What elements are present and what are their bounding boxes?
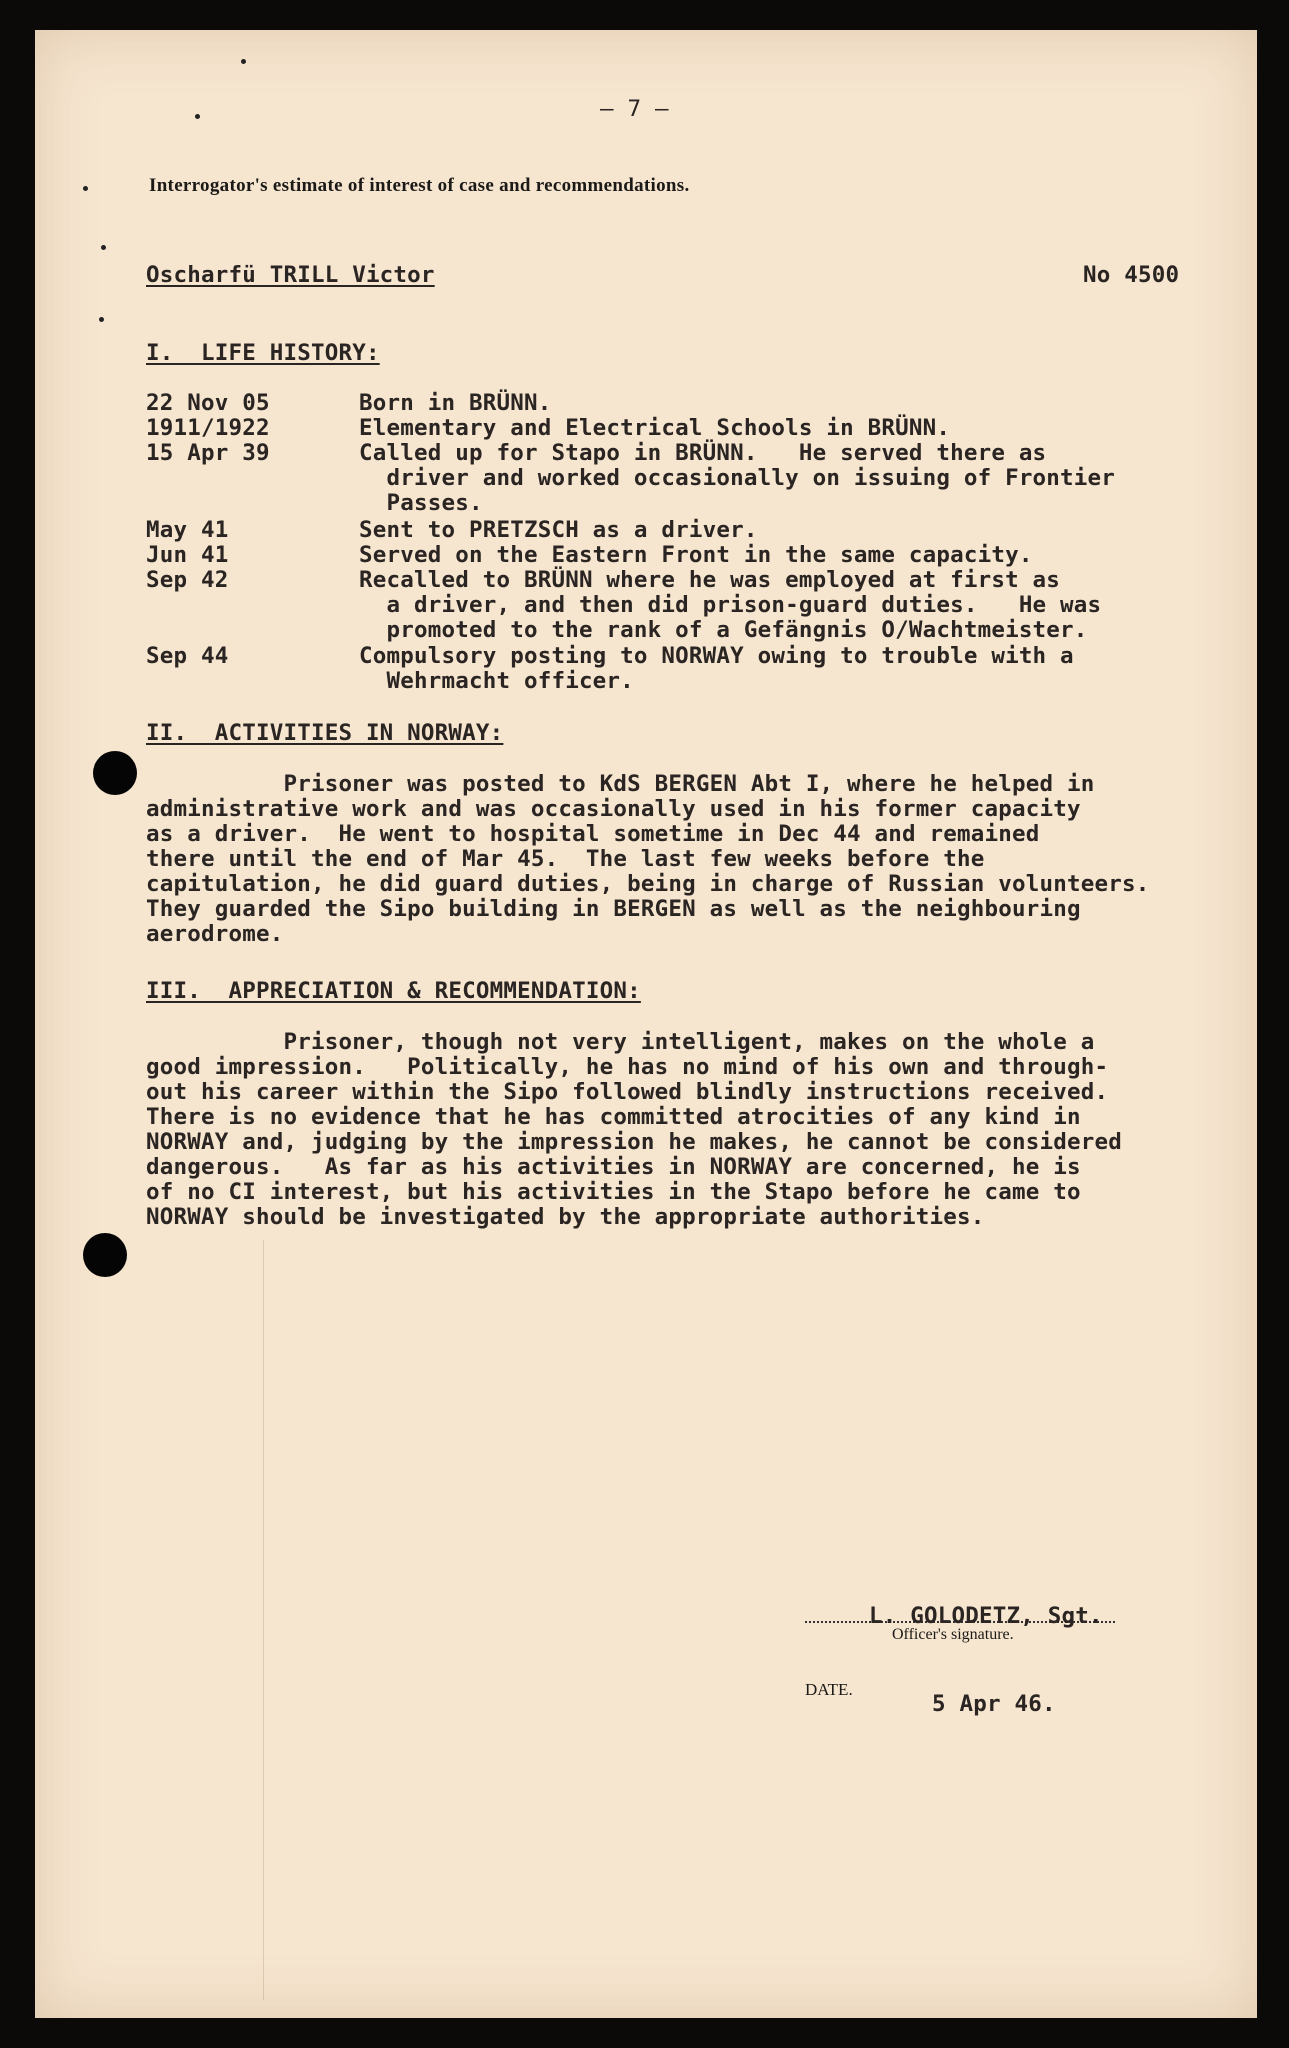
date-label: DATE. bbox=[805, 1680, 853, 1699]
punch-hole-top bbox=[93, 751, 137, 795]
life-history-event: a driver, and then did prison-guard duties. He was bbox=[359, 592, 1102, 618]
life-history-date: Jun 41 bbox=[146, 542, 229, 568]
date-value: 5 Apr 46. bbox=[932, 1691, 1056, 1717]
ink-speck bbox=[101, 245, 106, 250]
life-history-date: Sep 42 bbox=[146, 567, 229, 593]
section-appreciation-heading: III. APPRECIATION & RECOMMENDATION: bbox=[146, 978, 641, 1004]
paragraph-line: Prisoner was posted to KdS BERGEN Abt I, where he helped in bbox=[146, 771, 1095, 797]
paragraph-line: there until the end of Mar 45. The last few weeks before the bbox=[146, 846, 985, 872]
paragraph-line: NORWAY should be investigated by the appropriate authorities. bbox=[146, 1204, 985, 1230]
ink-speck bbox=[99, 317, 104, 322]
paragraph-line: capitulation, he did guard duties, being in charge of Russian volunteers. bbox=[146, 871, 1150, 897]
form-heading: Interrogator's estimate of interest of case and recommendations. bbox=[149, 175, 690, 196]
life-history-event: promoted to the rank of a Gefängnis O/Wachtmeister. bbox=[359, 617, 1088, 643]
paragraph-line: There is no evidence that he has committed atrocities of any kind in bbox=[146, 1104, 1081, 1130]
paragraph-line: NORWAY and, judging by the impression he makes, he cannot be considered bbox=[146, 1129, 1122, 1155]
ink-speck bbox=[195, 114, 200, 119]
life-history-date: 15 Apr 39 bbox=[146, 440, 270, 466]
page-number: — 7 — bbox=[600, 96, 669, 122]
life-history-date: 1911/1922 bbox=[146, 415, 270, 441]
life-history-event: Elementary and Electrical Schools in BRÜNN. bbox=[359, 415, 951, 441]
life-history-date: Sep 44 bbox=[146, 643, 229, 669]
paragraph-line: out his career within the Sipo followed blindly instructions received. bbox=[146, 1079, 1109, 1105]
punch-hole-bottom bbox=[83, 1233, 127, 1277]
document-page bbox=[35, 30, 1257, 2018]
ink-speck bbox=[241, 59, 246, 64]
paper-crease bbox=[263, 1240, 264, 2000]
paragraph-line: They guarded the Sipo building in BERGEN as well as the neighbouring bbox=[146, 896, 1081, 922]
paragraph-line: administrative work and was occasionally used in his former capacity bbox=[146, 796, 1081, 822]
life-history-event: Served on the Eastern Front in the same capacity. bbox=[359, 542, 1033, 568]
life-history-date: May 41 bbox=[146, 517, 229, 543]
life-history-event: Recalled to BRÜNN where he was employed at first as bbox=[359, 567, 1061, 593]
life-history-event: Sent to PRETZSCH as a driver. bbox=[359, 517, 758, 543]
life-history-event: Compulsory posting to NORWAY owing to trouble with a bbox=[359, 643, 1074, 669]
subject-name: Oscharfü TRILL Victor bbox=[146, 262, 435, 288]
section-life-history-heading: I. LIFE HISTORY: bbox=[146, 340, 380, 366]
life-history-event: Wehrmacht officer. bbox=[359, 668, 634, 694]
signature-name: L. GOLODETZ, Sgt. bbox=[869, 1603, 1103, 1629]
paragraph-line: aerodrome. bbox=[146, 921, 284, 947]
subject-number: No 4500 bbox=[1083, 262, 1180, 288]
signature-caption: Officer's signature. bbox=[892, 1626, 1014, 1643]
life-history-event: Passes. bbox=[359, 490, 483, 516]
life-history-event: driver and worked occasionally on issuing of Frontier bbox=[359, 465, 1116, 491]
life-history-date: 22 Nov 05 bbox=[146, 390, 270, 416]
life-history-event: Born in BRÜNN. bbox=[359, 390, 552, 416]
paragraph-line: Prisoner, though not very intelligent, makes on the whole a bbox=[146, 1029, 1095, 1055]
ink-speck bbox=[83, 186, 88, 191]
paragraph-line: as a driver. He went to hospital sometime in Dec 44 and remained bbox=[146, 821, 1040, 847]
paragraph-line: good impression. Politically, he has no mind of his own and through- bbox=[146, 1054, 1109, 1080]
paragraph-line: dangerous. As far as his activities in NORWAY are concerned, he is bbox=[146, 1154, 1081, 1180]
paragraph-line: of no CI interest, but his activities in the Stapo before he came to bbox=[146, 1179, 1081, 1205]
life-history-event: Called up for Stapo in BRÜNN. He served there as bbox=[359, 440, 1047, 466]
section-activities-heading: II. ACTIVITIES IN NORWAY: bbox=[146, 720, 504, 746]
